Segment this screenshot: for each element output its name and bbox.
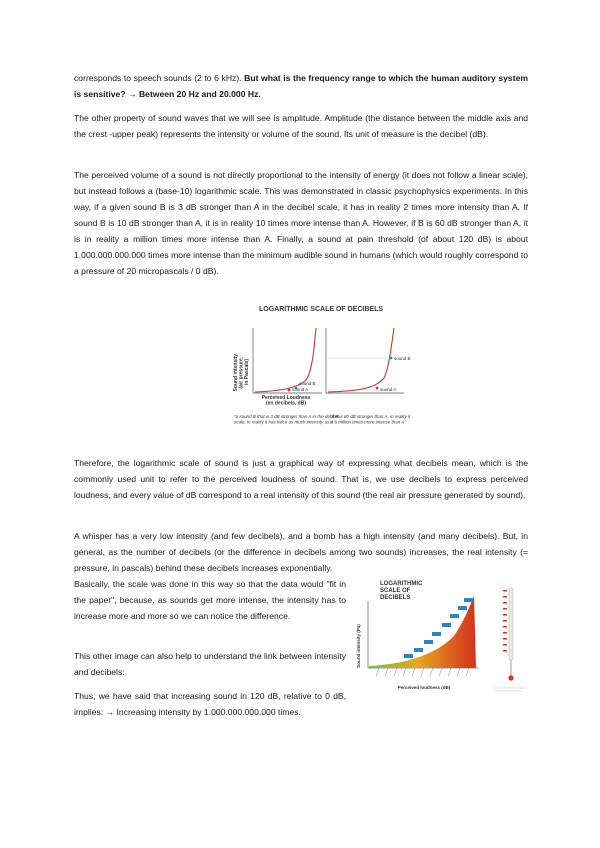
figure-1-title: LOGARITHMIC SCALE OF DECIBELS xyxy=(258,306,384,313)
paragraph-text: Basically, the scale was done in this way so that the data would "fit in the paper", because, as sounds get more intense, the intensity has to increase more and more so we can notice the difference. xyxy=(74,579,346,621)
figure-2-title-line-2: SCALE OF xyxy=(380,588,411,594)
figure-1-graphic xyxy=(226,300,416,432)
paragraph-text: Therefore, the logarithmic scale of sound is just a graphical way of expressing what decibels mean, which is the commonly used unit to refer to the perceived loudness of sound. That is, we use decibels to express perceived loudness, and every value of dB correspond to a real intensity of this sound (the real air pressure generated by sound). xyxy=(74,458,528,500)
y-label-line-1: Sound intensity xyxy=(233,353,239,392)
paragraph-fit-in-paper xyxy=(74,576,346,624)
paragraph-other-image xyxy=(74,648,346,680)
right-label-sound-a: sound A xyxy=(380,387,397,392)
y-label-line-2: (air pressure, xyxy=(238,356,245,389)
paragraph-text: corresponds to speech sounds (2 to 6 kHz). xyxy=(74,73,242,83)
y-label-line-3: in Pascals) xyxy=(244,358,250,386)
x-label-line-1: Perceived Loudness xyxy=(261,395,311,401)
left-panel xyxy=(233,328,340,425)
paragraph-therefore xyxy=(74,455,528,503)
svg-text:Sound intensity (air xyxy=(233,353,250,392)
figure-2-graphic xyxy=(354,576,534,716)
paragraph-amplitude xyxy=(74,110,528,142)
paragraph-text: Thus, we have said that increasing sound in 120 dB, relative to 0 dB, implies: → Increasing intensity by 1.000.000.000.000 times. xyxy=(74,691,346,717)
paragraph-text: The other property of sound waves that we will see is amplitude. Amplitude (the distance between the middle axis and the crest -upper peak) represents the intensity or volume of the sound. Its unit of measure is the decibel (dB). xyxy=(74,113,528,139)
paragraph-bold-question: But what is the frequency range to which the human auditory system is sensitive? → Between 20 Hz and 20.000 Hz. xyxy=(74,73,528,99)
paragraph-logarithmic xyxy=(74,167,528,279)
figure-decibel-chart xyxy=(354,576,534,716)
figure-2-x-label: Perceived loudness (dB) xyxy=(397,685,451,690)
caption-right-line-1: "if B is 60 dB stronger than A, in reality it xyxy=(330,414,411,419)
caption-left-line-2: scale, in reality it has twice as much intensity as A" xyxy=(234,419,335,425)
left-point-a xyxy=(288,389,291,392)
right-curve xyxy=(328,328,397,392)
x-label-line-2: (en decibels, dB) xyxy=(265,400,307,407)
paragraph-whisper xyxy=(74,528,528,576)
paragraph-frequency-range xyxy=(74,70,528,102)
right-point-a xyxy=(376,387,379,390)
right-panel xyxy=(326,328,411,425)
figure-logarithmic-scale xyxy=(226,300,416,432)
left-label-sound-b: sound B xyxy=(299,381,316,386)
paragraph-text: This other image can also help to understand the link between intensity and decibels: xyxy=(74,651,346,677)
figure-2-ticks xyxy=(376,668,469,676)
caption-left-line-1: "a sound B that is 3 dB stronger than A in the decibel xyxy=(234,414,340,419)
caption-right-line-2: is a million times more intense than A" xyxy=(330,419,406,425)
figure-2-y-label: Sound intensity (Pa) xyxy=(356,624,361,668)
right-label-sound-b: sound B xyxy=(394,356,411,361)
figure-2-scale xyxy=(494,588,526,691)
paragraph-text: The perceived volume of a sound is not directly proportional to the intensity of energy (it does not follow a linear scale), but instead follows a (base-10) logarithmic scale. This was demonstrated in classic psychophysics experiments. In this way, if a given sound B is 3 dB stronger than A in the decibel scale, it has in reality 2 times more intensity than A. If sound B is 10 dB stronger than A, it is in reality 10 times more intense than A. However, if B is 60 dB stronger than A, it is in reality a million times more intense than A. Finally, a sound at pain threshold (of about 120 dB) is about 1.000.000.000.000 times more intense than the minimum audible sound in humans (which would roughly correspond to a pressure of 20 micropascals / 0 dB). xyxy=(74,170,528,276)
left-label-sound-a: sound A xyxy=(292,387,309,392)
paragraph-increase-120db xyxy=(74,688,346,720)
figure-2-title-line-1: LOGARITHMIC xyxy=(380,581,423,587)
right-point-b xyxy=(390,357,393,360)
figure-2-title-line-3: DECIBELS xyxy=(380,595,411,601)
paragraph-text: A whisper has a very low intensity (and few decibels), and a bomb has a high intensity (and many decibels). But, in general, as the number of decibels (or the difference in decibels among two sounds) increases, the real intensity (= pressure, in pascals) behind these decibels increases exponentially. xyxy=(74,531,528,573)
